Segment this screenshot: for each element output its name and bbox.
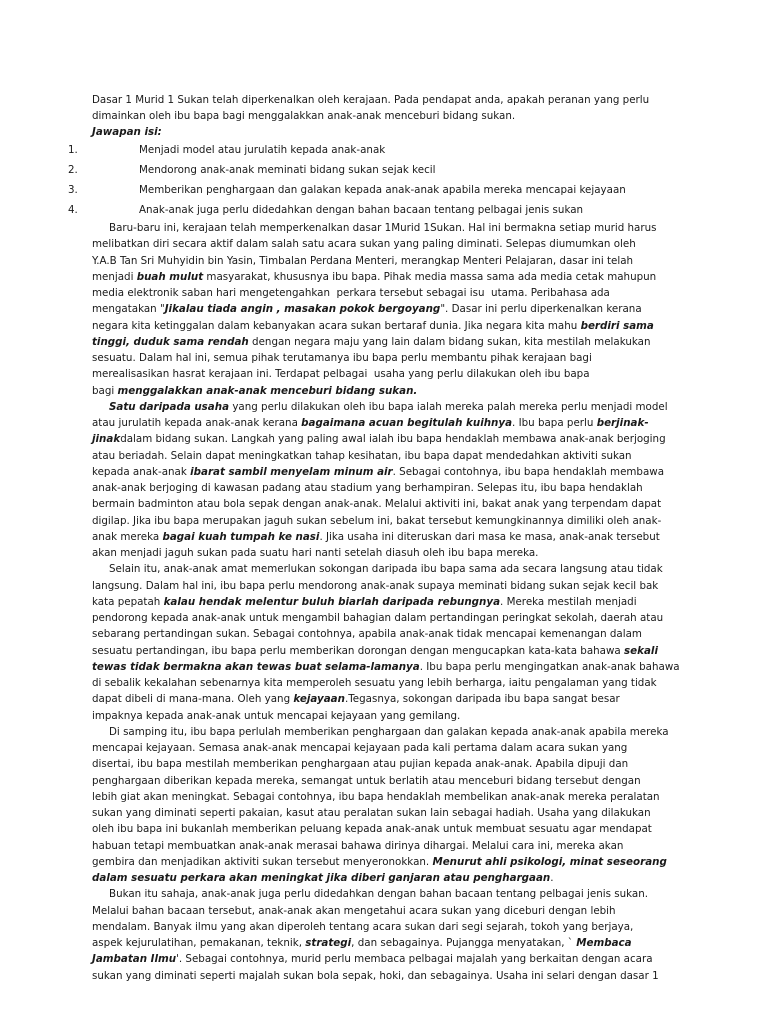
essay-line — [92, 253, 752, 269]
emphasized-phrase: tewas tidak bermakna akan tewas buat selama-lamanya — [92, 660, 420, 673]
essay-line — [92, 838, 752, 854]
essay-text: dengan negara maju yang lain dalam bidang sukan, kita mestilah melakukan — [248, 335, 651, 348]
essay-line — [92, 269, 752, 285]
essay-text: mengatakan " — [92, 303, 165, 316]
essay-line — [92, 870, 752, 886]
emphasized-phrase: tinggi, duduk sama rendah — [92, 335, 249, 348]
essay-line — [92, 886, 752, 902]
essay-line — [92, 545, 752, 561]
point-number: 3. — [68, 184, 78, 196]
essay-text: digilap. Jika ibu bapa merupakan jaguh sukan sebelum ini, bakat tersebut kemungkinannya dimiliki oleh anak- — [92, 514, 662, 527]
essay-line — [92, 626, 752, 642]
essay-text: '. Sebagai contohnya, murid perlu membaca pelbagai majalah yang berkaitan dengan acara — [176, 953, 653, 966]
emphasized-phrase: bagai kuah tumpah ke nasi — [162, 530, 320, 543]
emphasized-phrase: kejayaan — [293, 693, 345, 706]
essay-paragraph — [92, 724, 752, 887]
point-text: Mendorong anak-anak meminati bidang sukan sejak kecil — [139, 164, 436, 176]
essay-text: mencapai kejayaan. Semasa anak-anak mencapai kejayaan pada kali pertama dalam acara sukan yang — [92, 742, 628, 754]
essay-line — [92, 366, 752, 382]
essay-text: .Tegasnya, sokongan daripada ibu bapa sangat besar — [344, 693, 620, 706]
essay-text: bermain badminton atau bola sepak dengan anak-anak. Melalui aktiviti ini, bakat anak yang terpendam dapat — [92, 498, 662, 511]
essay-text: masyarakat, khususnya ibu bapa. Pihak media massa sama ada media cetak mahupun — [203, 270, 657, 283]
emphasized-phrase: Satu daripada usaha — [109, 400, 230, 413]
essay-text: . Mereka mestilah menjadi — [500, 595, 637, 608]
emphasized-phrase: menggalakkan anak-anak menceburi bidang sukan. — [117, 384, 418, 397]
essay-text: oleh ibu bapa ini bukanlah memberikan peluang kepada anak-anak untuk membuat sesuatu agar mendapat — [92, 823, 652, 836]
essay-line — [92, 935, 752, 951]
essay-text: di sebalik kekalahan sebenarnya kita memperoleh sesuatu yang lebih berharga, iaitu pengalaman yang tidak — [92, 677, 657, 689]
point-number: 2. — [68, 164, 78, 176]
answer-point — [0, 160, 700, 180]
emphasized-phrase: Jikalau tiada angin , masakan pokok bergoyang — [164, 303, 441, 316]
essay-line — [92, 334, 752, 350]
essay-text: impaknya kepada anak-anak untuk mencapai kejayaan yang gemilang. — [92, 709, 461, 722]
emphasized-phrase: strategi — [305, 937, 352, 949]
essay-line — [92, 529, 752, 545]
essay-line — [92, 789, 752, 805]
essay-text: atau jurulatih kepada anak-anak kerana — [92, 417, 302, 429]
essay-text: yang perlu dilakukan oleh ibu bapa ialah mereka palah mereka perlu menjadi model — [229, 400, 668, 413]
essay-line — [92, 513, 752, 529]
essay-text: merealisasikan hasrat kerajaan ini. Terdapat pelbagai usaha yang perlu dilakukan oleh ibu bapa — [92, 368, 590, 381]
essay-line — [92, 350, 752, 366]
essay-text: akan menjadi jaguh sukan pada suatu hari nanti setelah diasuh oleh ibu bapa mereka. — [92, 547, 539, 559]
essay-line — [92, 285, 752, 301]
essay-line — [92, 480, 752, 496]
essay-line — [92, 399, 752, 415]
essay-line — [92, 236, 752, 252]
emphasized-phrase: ibarat sambil menyelam minum air — [190, 465, 393, 478]
essay-text: sebarang pertandingan sukan. Sebagai contohnya, apabila anak-anak tidak mencapai kemenangan dalam — [92, 628, 642, 641]
essay-text: lebih giat akan meningkat. Sebagai contohnya, ibu bapa hendaklah membelikan anak-anak mereka peralatan — [92, 790, 660, 803]
essay-text: Baru-baru ini, kerajaan telah memperkenalkan dasar 1Murid 1Sukan. Hal ini bermakna setiap murid harus — [109, 222, 657, 234]
essay-text: , dan sebagainya. Pujangga menyatakan, ` — [351, 937, 577, 949]
essay-text: menjadi — [92, 270, 137, 283]
essay-text: dalam bidang sukan. Langkah yang paling awal ialah ibu bapa hendaklah membawa anak-anak berjoging — [120, 433, 666, 446]
emphasized-phrase: kalau hendak melentur buluh biarlah daripada rebungnya — [163, 595, 501, 608]
essay-text: Melalui bahan bacaan tersebut, anak-anak akan mengetahui acara sukan yang diceburi dengan lebih — [92, 904, 616, 917]
essay-text: pendorong kepada anak-anak untuk mengambil bahagian dalam pertandingan peringkat sekolah, daerah atau — [92, 612, 664, 624]
emphasized-phrase: berdiri sama — [580, 319, 654, 332]
essay-paragraph — [92, 886, 752, 984]
essay-line — [92, 821, 752, 837]
essay-line — [92, 448, 752, 464]
essay-line — [92, 578, 752, 594]
essay-body — [92, 220, 752, 984]
essay-text: Y.A.B Tan Sri Muhyidin bin Yasin, Timbalan Perdana Menteri, merangkap Menteri Pelajaran, dasar ini telah — [92, 254, 634, 267]
essay-text: mendalam. Banyak ilmu yang akan diperoleh tentang acara sukan dari segi sejarah, tokoh yang berjaya, — [92, 920, 634, 933]
emphasized-phrase: jinak — [92, 433, 121, 446]
essay-text: Di samping itu, ibu bapa perlulah memberikan penghargaan dan galakan kepada anak-anak apabila mereka — [109, 725, 669, 738]
essay-question — [92, 92, 649, 140]
essay-line — [92, 318, 752, 334]
emphasized-phrase: Jambatan Ilmu — [92, 953, 177, 966]
answer-heading: Jawapan isi: — [92, 126, 162, 138]
essay-text: bagi — [92, 384, 118, 397]
essay-line — [92, 708, 752, 724]
essay-line — [92, 903, 752, 919]
point-number: 4. — [68, 204, 78, 216]
essay-text: negara kita ketinggalan dalam kebanyakan acara sukan bertaraf dunia. Jika negara kita mahu — [92, 319, 581, 332]
essay-text: Selain itu, anak-anak amat memerlukan sokongan daripada ibu bapa sama ada secara langsung atau tidak — [109, 563, 663, 576]
essay-line — [92, 756, 752, 772]
emphasized-phrase: berjinak- — [596, 417, 649, 429]
answer-point — [0, 200, 700, 220]
question-line: Dasar 1 Murid 1 Sukan telah diperkenalkan oleh kerajaan. Pada pendapat anda, apakah peranan yang perlu — [92, 94, 650, 106]
question-line: dimainkan oleh ibu bapa bagi menggalakkan anak-anak menceburi bidang sukan. — [92, 110, 516, 122]
essay-text: sukan yang diminati seperti pakaian, kasut atau peralatan sukan lain sebagai hadiah. Usaha yang dilakukan — [92, 807, 651, 819]
essay-line — [92, 431, 752, 447]
emphasized-phrase: dalam sesuatu perkara akan meningkat jika diberi ganjaran atau penghargaan — [92, 872, 551, 884]
essay-text: . Jika usaha ini diteruskan dari masa ke masa, anak-anak tersebut — [319, 530, 660, 543]
essay-line — [92, 919, 752, 935]
essay-text: . Ibu bapa perlu mengingatkan anak-anak bahawa — [419, 660, 680, 673]
essay-text: kepada anak-anak — [92, 465, 191, 478]
essay-text: penghargaan diberikan kepada mereka, semangat untuk berlatih atau menceburi bidang tersebut dengan — [92, 774, 641, 787]
essay-text: anak-anak berjoging di kawasan padang atau stadium yang berhampiran. Selepas itu, ibu bapa hendaklah — [92, 482, 643, 494]
essay-text: anak mereka — [92, 530, 163, 543]
point-text: Menjadi model atau jurulatih kepada anak-anak — [139, 144, 386, 156]
answer-point — [0, 140, 700, 160]
point-text: Memberikan penghargaan dan galakan kepada anak-anak apabila mereka mencapai kejayaan — [139, 184, 626, 196]
essay-text: aspek kejurulatihan, pemakanan, teknik, — [92, 937, 306, 949]
essay-line — [92, 594, 752, 610]
essay-line — [92, 464, 752, 480]
essay-line — [92, 691, 752, 707]
answer-points-list — [0, 140, 700, 220]
essay-line — [92, 740, 752, 756]
essay-line — [92, 968, 752, 984]
essay-text: melibatkan diri secara aktif dalam salah satu acara sukan yang paling diminati. Selepas diumumkan oleh — [92, 238, 636, 251]
essay-paragraph — [92, 561, 752, 724]
essay-text: langsung. Dalam hal ini, ibu bapa perlu mendorong anak-anak supaya meminati bidang sukan sejak kecil bak — [92, 579, 659, 592]
essay-line — [92, 951, 752, 967]
essay-line — [92, 854, 752, 870]
essay-text: . Ibu bapa perlu — [512, 417, 597, 429]
essay-text: atau beriadah. Selain dapat meningkatkan tahap kesihatan, ibu bapa dapat mendedahkan aktiviti sukan — [92, 449, 632, 462]
essay-text: media elektronik saban hari mengetengahkan perkara tersebut sebagai isu utama. Peribahasa ada — [92, 287, 610, 299]
essay-text: disertai, ibu bapa mestilah memberikan penghargaan atau pujian kepada anak-anak. Apabila dipuji dan — [92, 758, 629, 771]
essay-text: sukan yang diminati seperti majalah sukan bola sepak, hoki, dan sebagainya. Usaha ini selari dengan dasar 1 — [92, 969, 659, 982]
essay-line — [92, 415, 752, 431]
point-text: Anak-anak juga perlu didedahkan dengan bahan bacaan tentang pelbagai jenis sukan — [139, 204, 584, 216]
emphasized-phrase: Membaca — [576, 937, 632, 949]
essay-line — [92, 496, 752, 512]
point-number: 1. — [68, 144, 78, 156]
essay-paragraph — [92, 220, 752, 399]
emphasized-phrase: bagaimana acuan begitulah kuihnya — [301, 417, 513, 429]
essay-line — [92, 773, 752, 789]
essay-paragraph — [92, 399, 752, 562]
essay-line — [92, 659, 752, 675]
essay-line — [92, 724, 752, 740]
answer-point — [0, 180, 700, 200]
emphasized-phrase: sekali — [624, 644, 658, 657]
essay-text: dapat dibeli di mana-mana. Oleh yang — [92, 693, 294, 706]
emphasized-phrase: buah mulut — [136, 270, 204, 283]
essay-line — [92, 675, 752, 691]
essay-line — [92, 301, 752, 317]
essay-line — [92, 220, 752, 236]
essay-line — [92, 561, 752, 577]
essay-line — [92, 610, 752, 626]
essay-text: gembira dan menjadikan aktiviti sukan tersebut menyeronokkan. — [92, 855, 433, 868]
essay-text: . Sebagai contohnya, ibu bapa hendaklah membawa — [392, 465, 665, 478]
essay-line — [92, 805, 752, 821]
essay-text: sesuatu pertandingan, ibu bapa perlu memberikan dorongan dengan mengucapkan kata-kata bahawa — [92, 644, 624, 657]
essay-text: ". Dasar ini perlu diperkenalkan kerana — [440, 303, 642, 316]
essay-text: kata pepatah — [92, 595, 164, 608]
essay-line — [92, 643, 752, 659]
essay-line — [92, 383, 752, 399]
essay-text: sesuatu. Dalam hal ini, semua pihak terutamanya ibu bapa perlu membantu pihak kerajaan bagi — [92, 352, 592, 364]
emphasized-phrase: Menurut ahli psikologi, minat seseorang — [432, 855, 667, 868]
essay-text: Bukan itu sahaja, anak-anak juga perlu didedahkan dengan bahan bacaan tentang pelbagai jenis sukan. — [109, 888, 649, 901]
essay-text: . — [550, 872, 554, 884]
essay-text: habuan tetapi membuatkan anak-anak merasai bahawa dirinya dihargai. Melalui cara ini, mereka akan — [92, 839, 624, 852]
